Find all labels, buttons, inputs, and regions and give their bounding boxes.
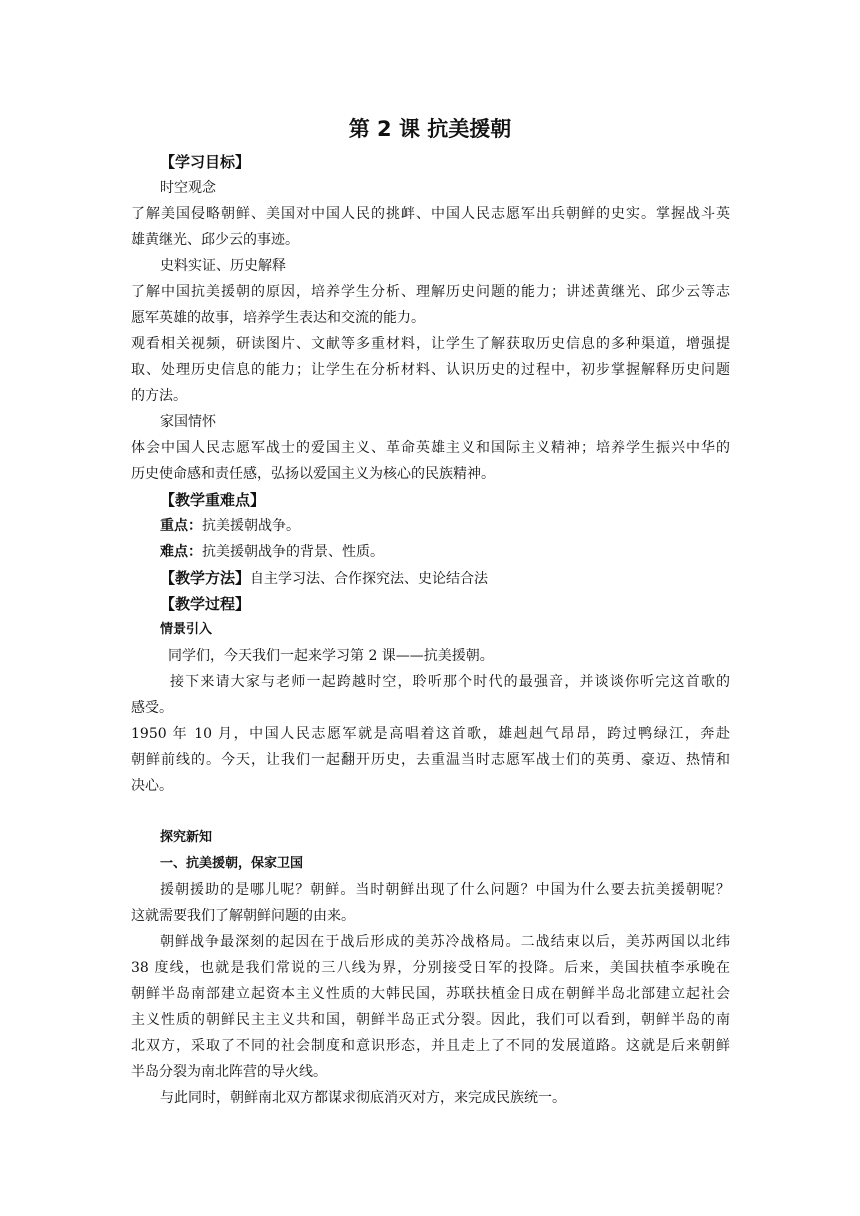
intro-label: 情景引入 [160,622,213,637]
paragraph-line: 感受。 [131,700,173,716]
method-line [160,565,488,592]
subheading-evidence: 史料实证、历史解释 [160,258,286,274]
key-point-text: 抗美援朝战争。 [202,518,300,534]
paragraph-line: 同学们，今天我们一起来学习第 2 课——抗美援朝。 [168,648,494,664]
paragraph-line: 观看相关视频，研读图片、文献等多重材料，让学生了解获取历史信息的多种渠道，增强提 [131,336,730,352]
paragraph-line: 朝鲜半岛南部建立起资本主义性质的大韩民国，苏联扶植金日成在朝鲜半岛北部建立起社会 [131,986,730,1002]
paragraph-line: 历史使命感和责任感，弘扬以爱国主义为核心的民族精神。 [131,466,495,482]
part-one-title: 一、抗美援朝，保家卫国 [160,856,304,871]
paragraph-line: 朝鲜前线的。今天，让我们一起翻开历史，去重温当时志愿军战士们的英勇、豪迈、热情和 [131,752,730,768]
paragraph-line: 北双方，采取了不同的社会制度和意识形态，并且走上了不同的发展道路。这就是后来朝鲜 [131,1038,730,1054]
paragraph-line: 半岛分裂为南北阵营的导火线。 [131,1064,327,1080]
paragraph-line: 与此同时，朝鲜南北双方都谋求彻底消灭对方，来完成民族统一。 [160,1090,566,1106]
paragraph-line: 愿军英雄的故事，培养学生表达和交流的能力。 [131,310,425,326]
learning-goals-heading: 【学习目标】 [160,153,251,171]
paragraph-line: 1950 年 10 月，中国人民志愿军就是高唱着这首歌，雄赳赳气昂昂，跨过鸭绿江，奔赴 [131,726,730,742]
difficulty-text: 抗美援朝战争的背景、性质。 [202,544,384,560]
method-text: 自主学习法、合作探究法、史论结合法 [250,571,489,587]
difficulty-line [160,539,384,565]
method-heading: 【教学方法】 [160,569,251,587]
paragraph-line: 决心。 [131,778,173,794]
subheading-homeland: 家国情怀 [160,414,216,430]
process-heading: 【教学过程】 [160,595,251,613]
paragraph-line: 这就需要我们了解朝鲜问题的由来。 [131,908,355,924]
paragraph-line: 的方法。 [131,388,187,404]
key-points-heading: 【教学重难点】 [160,491,266,509]
key-point-label: 重点： [160,518,202,534]
paragraph-line: 38 度线，也就是我们常说的三八线为界，分别接受日军的投降。后来，美国扶植李承晚在 [131,960,730,976]
explore-label: 探究新知 [160,830,213,845]
page-title: 第 2 课 抗美援朝 [348,117,512,141]
subheading-spacetime: 时空观念 [160,180,216,196]
paragraph-line: 援朝援助的是哪儿呢？朝鲜。当时朝鲜出现了什么问题？中国为什么要去抗美援朝呢？ [160,882,730,898]
paragraph-line: 了解中国抗美援朝的原因，培养学生分析、理解历史问题的能力；讲述黄继光、邱少云等志 [131,284,730,300]
paragraph-line: 体会中国人民志愿军战士的爱国主义、革命英雄主义和国际主义精神；培养学生振兴中华的 [131,440,730,456]
difficulty-label: 难点： [160,544,202,560]
paragraph-line: 主义性质的朝鲜民主主义共和国，朝鲜半岛正式分裂。因此，我们可以看到，朝鲜半岛的南 [131,1012,730,1028]
paragraph-line: 雄黄继光、邱少云的事迹。 [131,232,299,248]
paragraph-line: 接下来请大家与老师一起跨越时空，聆听那个时代的最强音，并谈谈你听完这首歌的 [170,674,730,690]
paragraph-line: 朝鲜战争最深刻的起因在于战后形成的美苏冷战格局。二战结束以后，美苏两国以北纬 [160,934,730,950]
paragraph-line: 取、处理历史信息的能力；让学生在分析材料、认识历史的过程中，初步掌握解释历史问题 [131,362,730,378]
key-point-line [160,513,300,539]
paragraph-line: 了解美国侵略朝鲜、美国对中国人民的挑衅、中国人民志愿军出兵朝鲜的史实。掌握战斗英 [131,206,730,222]
